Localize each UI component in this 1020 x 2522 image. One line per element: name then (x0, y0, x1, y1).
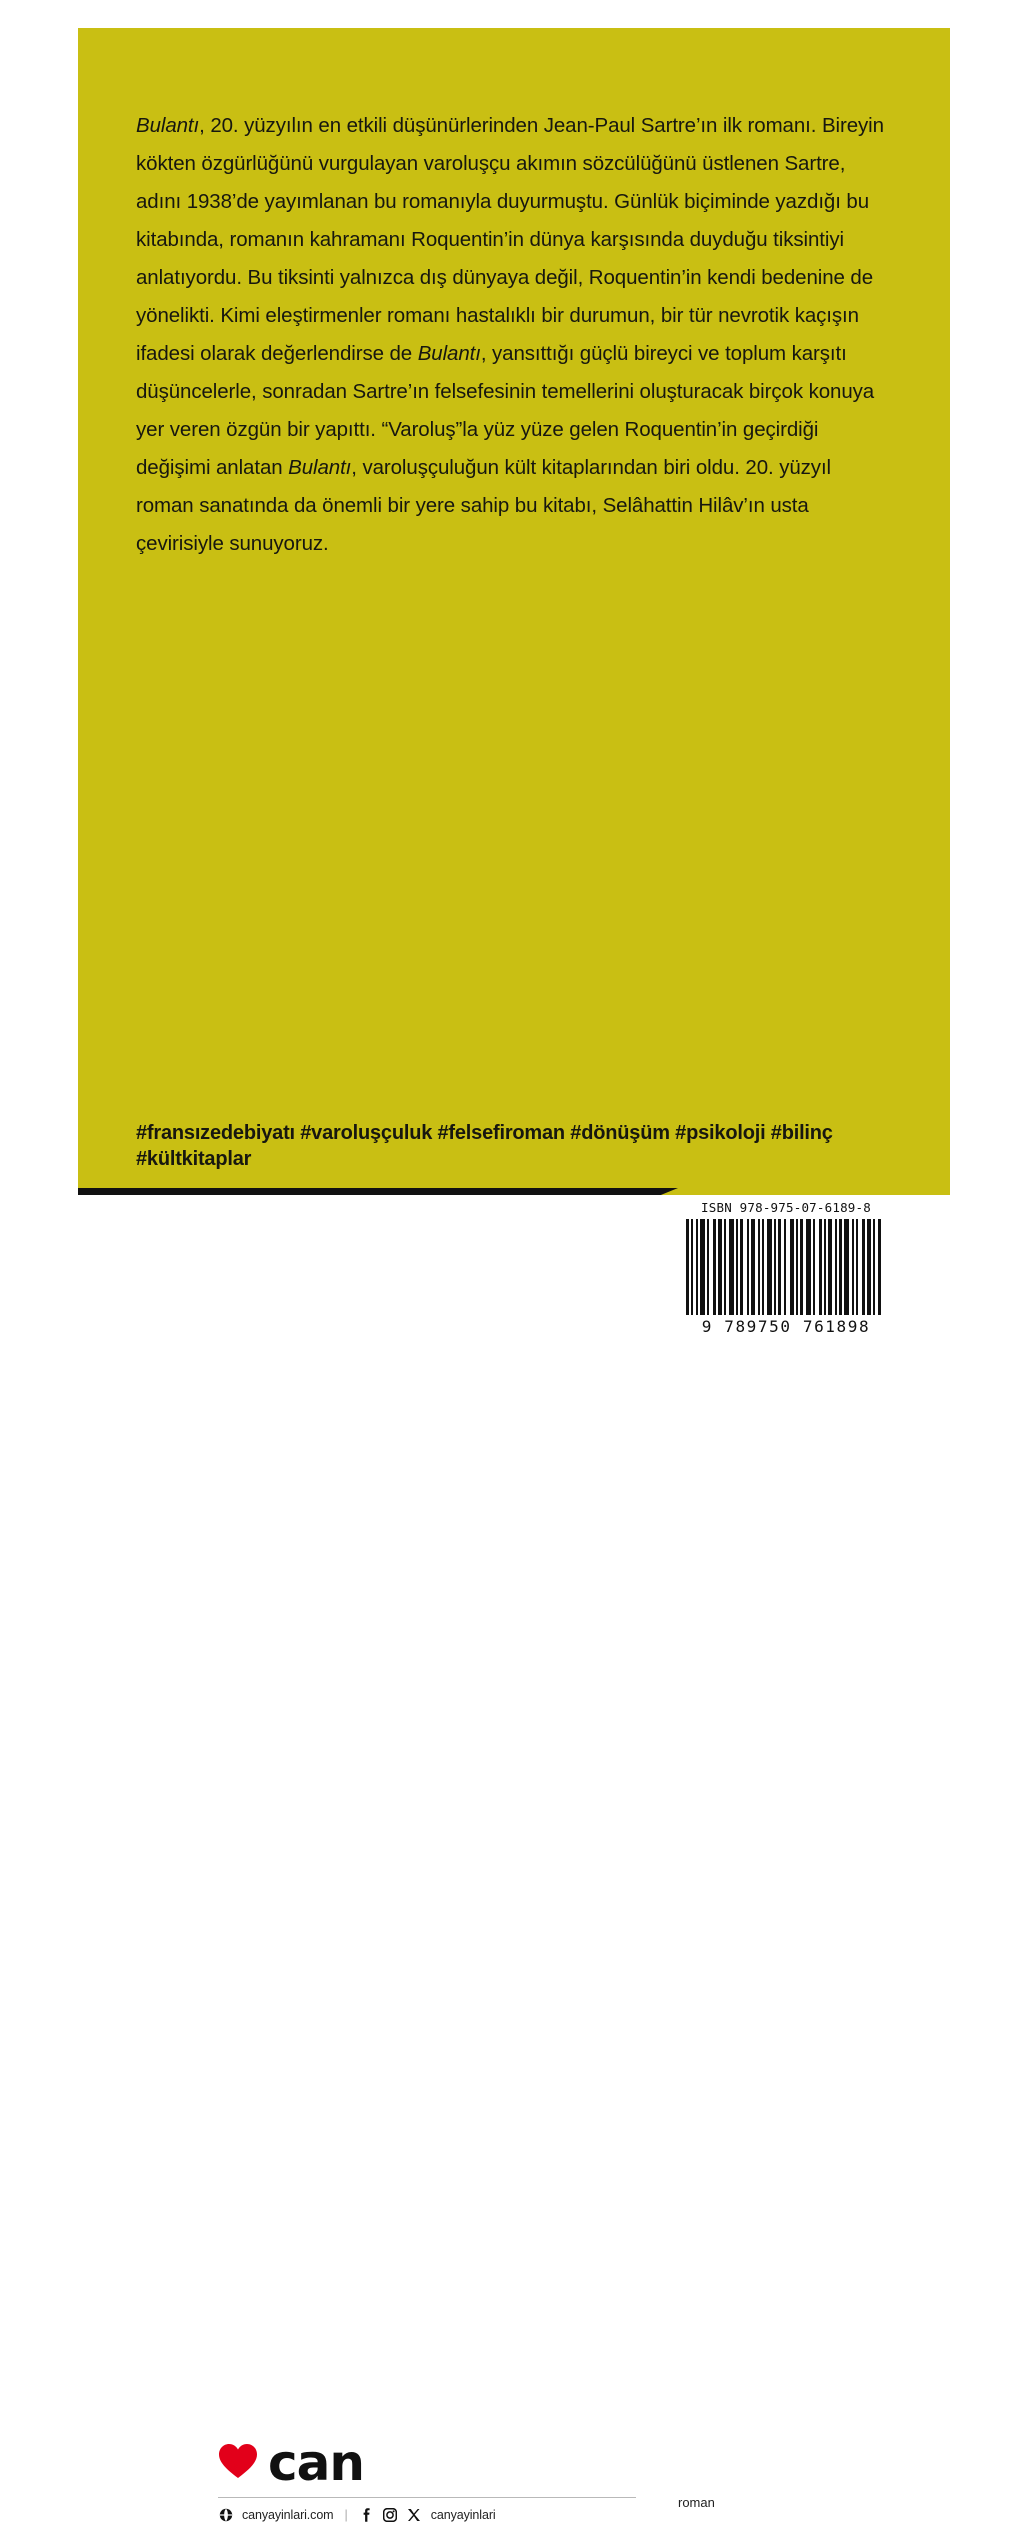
separator-1: | (344, 2507, 348, 2522)
social-handle-text[interactable]: canyayinlari (430, 2507, 496, 2522)
blurb-text (136, 107, 888, 563)
blurb-segment-2: , yansıttığı güçlü bireyci ve toplum karşıtı düşüncelerle, sonradan Sartre’ın felsefesinin temellerini oluşturacak birçok konuya yer veren özgün bir yapıttı. “Varoluş”la yüz yüze gelen Roquentin’in geçirdiği değişimi anlatan (136, 341, 875, 479)
hashtag-line: #fransızedebiyatı #varoluşçuluk #felsefiroman #dönüşüm #psikoloji #bilinç #kültkitaplar (136, 1122, 833, 1170)
social-row (218, 2507, 638, 2522)
blurb-title-3: Bulantı (288, 455, 352, 479)
barcode-block (686, 1196, 898, 1346)
blurb-segment-1: , 20. yüzyılın en etkili düşünürlerinden Jean-Paul Sartre’ın ilk romanı. Bireyin kökten özgürlüğünü vurgulayan varoluşçu akımın sözcülüğünü üstlenen Sartre, adını 1938’de yayımlanan bu romanıyla duyurmuştu. Günlük biçiminde yazdığı bu kitabında, romanın kahramanı Roquentin’in dünya karşısında duyduğu tiksintiyi anlatıyordu. Bu tiksinti yalnızca dış dünyaya değil, Roquentin’in kendi bedenine de yönelikti. Kimi eleştirmenler romanı hastalıklı bir durumun, bir tür nevrotik kaçışın ifadesi olarak değerlendirse de (136, 113, 884, 365)
x-twitter-icon[interactable] (407, 2507, 422, 2522)
instagram-icon[interactable] (383, 2507, 398, 2522)
logo-row (218, 2434, 638, 2492)
globe-icon (218, 2507, 233, 2522)
publisher-logo-block (218, 2435, 638, 2522)
genre-label: roman (678, 2495, 715, 2510)
heart-icon (218, 2443, 258, 2479)
barcode-bars (686, 1219, 886, 1315)
blurb-title-2: Bulantı (417, 341, 481, 365)
website-text[interactable]: canyayinlari.com (242, 2507, 334, 2522)
publisher-name: can (268, 2434, 364, 2492)
facebook-icon[interactable] (359, 2507, 374, 2522)
barcode-digits: 9 789750 761898 (701, 1317, 871, 1336)
blurb-title-1: Bulantı (136, 113, 200, 137)
blurb-segment-3: , varoluşçuluğun kült kitaplarından biri oldu. 20. yüzyıl roman sanatında da önemli bir yere sahip bu kitabı, Selâhattin Hilâv’ın usta çevirisiyle sunuyoruz. (136, 455, 831, 555)
isbn-label: ISBN 978-975-07-6189-8 (701, 1200, 871, 1215)
footer-divider (218, 2497, 636, 2498)
cover-yellow-panel (78, 28, 950, 1195)
